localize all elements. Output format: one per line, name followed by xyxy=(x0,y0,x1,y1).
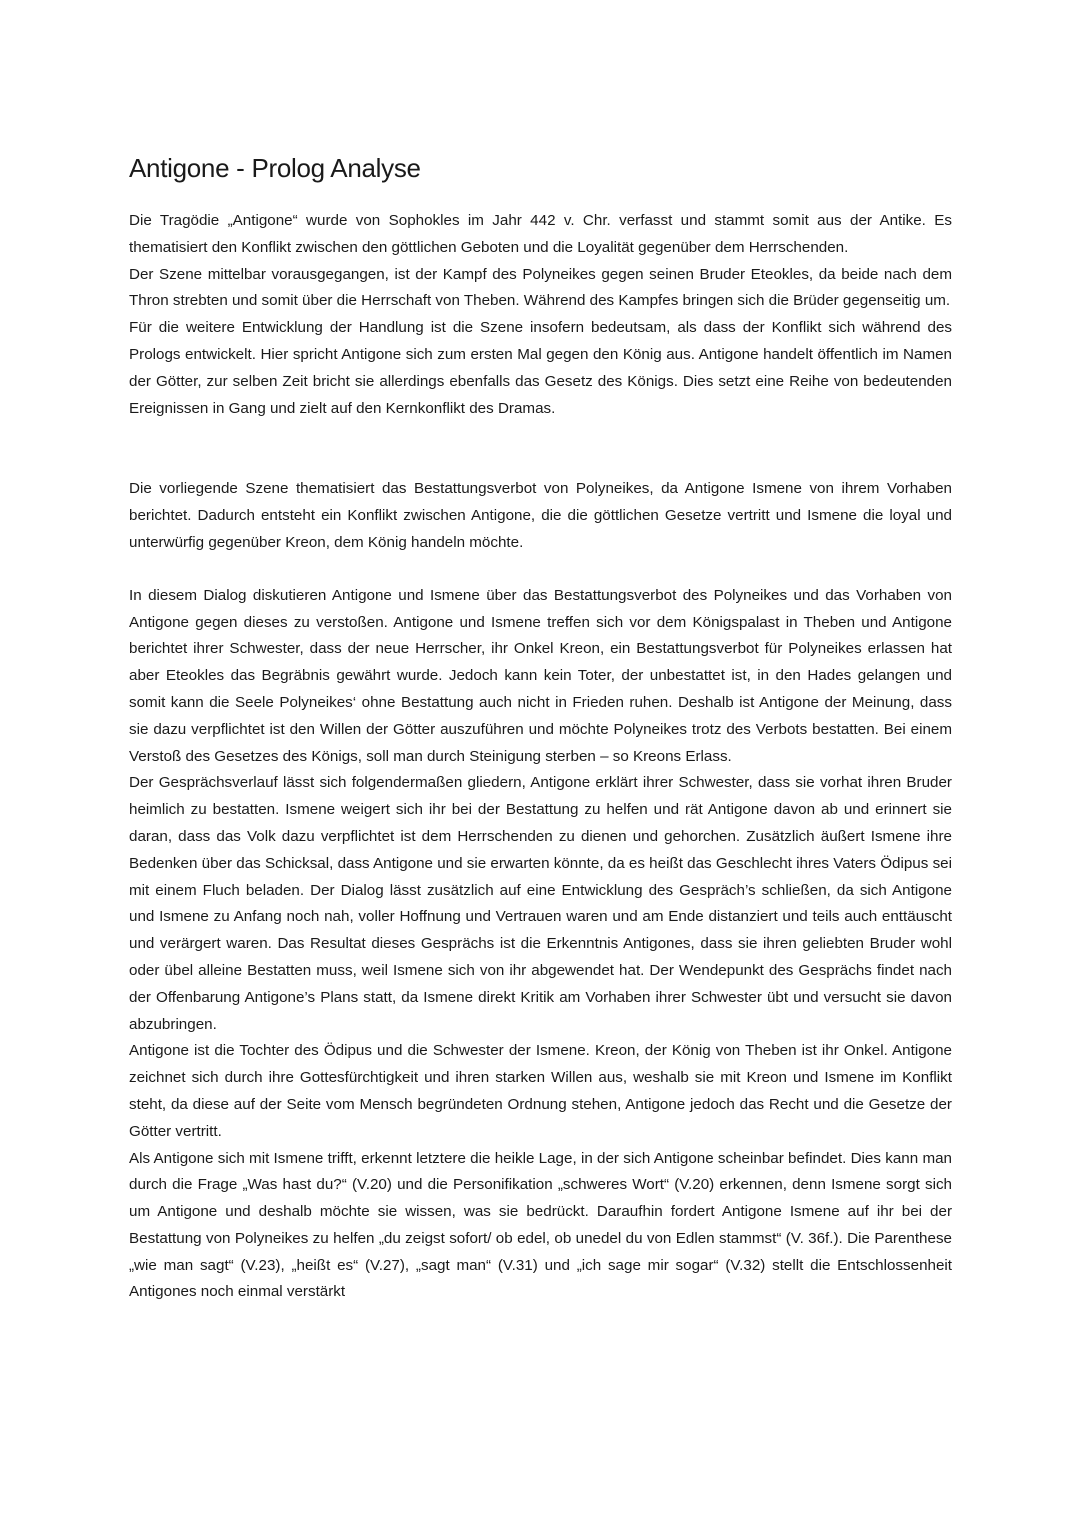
intro-paragraph-3: Für die weitere Entwicklung der Handlung ist die Szene insofern bedeutsam, als dass der Konflikt sich während des Prologs entwickelt. Hier spricht Antigone sich zum ersten Mal gegen den König aus. Antigone handelt öffentlich im Namen der Götter, zur selben Zeit bricht sie allerdings ebenfalls das Gesetz des Königs. Dies setzt eine Reihe von bedeutenden Ereignissen in Gang und zielt auf den Kernkonflikt des Dramas. xyxy=(129,319,952,417)
body-paragraph-2: Der Gesprächsverlauf lässt sich folgendermaßen gliedern, Antigone erklärt ihrer Schwester, dass sie vorhat ihren Bruder heimlich zu bestatten. Ismene weigert sich ihr bei der Bestattung zu helfen und rät Antigone davon ab und erinnert sie daran, dass das Volk dazu verpflichtet ist dem Herrschenden zu dienen und gehorchen. Zusätzlich äußert Ismene ihre Bedenken über das Schicksal, dass Antigone und sie erwarten könnte, da es heißt das Geschlecht ihres Vaters Ödipus sei mit einem Fluch beladen. Der Dialog lässt zusätzlich auf eine Entwicklung des Gespräch’s schließen, da sich Antigone und Ismene zu Anfang noch nah, voller Hoffnung und Vertrauen waren und am Ende distanziert und teils auch enttäuscht und verärgert waren. Das Resultat dieses Gesprächs ist die Erkenntnis Antigones, dass sie ihren geliebten Bruder wohl oder übel alleine Bestatten muss, weil Ismene sich von ihr abgewendet hat. Der Wendepunkt des Gesprächs findet nach der Offenbarung Antigone’s Plans statt, da Ismene direkt Kritik am Vorhaben ihrer Schwester übt und versucht sie davon abzubringen. xyxy=(129,774,952,1033)
section-spacer xyxy=(129,557,952,583)
body-paragraph-3: Antigone ist die Tochter des Ödipus und die Schwester der Ismene. Kreon, der König von Theben ist ihr Onkel. Antigone zeichnet sich durch ihre Gottesfürchtigkeit und ihren starken Willen aus, weshalb sie mit Kreon und Ismene im Konflikt steht, da diese auf der Seite vom Mensch begründeten Ordnung stehen, Antigone jedoch das Recht und die Gesetze der Götter vertritt. xyxy=(129,1042,952,1140)
body-paragraph-4: Als Antigone sich mit Ismene trifft, erkennt letztere die heikle Lage, in der sich Antigone scheinbar befindet. Dies kann man durch die Frage „Was hast du?“ (V.20) und die Personifikation „schweres Wort“ (V.20) erkennen, denn Ismene sorgt sich um Antigone und deshalb möchte sie wissen, was sie bedrückt. Daraufhin fordert Antigone Ismene auf ihr bei der Bestattung von Polyneikes zu helfen „du zeigst sofort/ ob edel, ob unedel du von Edlen stammst“ (V. 36f.). Die Parenthese „wie man sagt“ (V.23), „heißt es“ (V.27), „sagt man“ (V.31) und „ich sage mir sogar“ (V.32) stellt die Entschlossenheit Antigones noch einmal verstärkt xyxy=(129,1149,952,1301)
section-spacer xyxy=(129,422,952,476)
intro-paragraph-2: Der Szene mittelbar vorausgegangen, ist der Kampf des Polyneikes gegen seinen Bruder Eteokles, da beide nach dem Thron strebten und somit über die Herrschaft von Theben. Während des Kampfes bringen sich die Brüder gegenseitig um. xyxy=(129,265,952,310)
intro-paragraph-1: Die Tragödie „Antigone“ wurde von Sophokles im Jahr 442 v. Chr. verfasst und stammt somit aus der Antike. Es thematisiert den Konflikt zwischen den göttlichen Geboten und die Loyalität gegenüber dem Herrschenden. xyxy=(129,212,952,256)
thesis-paragraph: Die vorliegende Szene thematisiert das Bestattungsverbot von Polyneikes, da Antigone Ismene von ihrem Vorhaben berichtet. Dadurch entsteht ein Konflikt zwischen Antigone, die die göttlichen Gesetze vertritt und Ismene die loyal und unterwürfig gegenüber Kreon, dem König handeln möchte. xyxy=(129,480,952,551)
body-paragraph-1: In diesem Dialog diskutieren Antigone und Ismene über das Bestattungsverbot des Polyneikes und das Vorhaben von Antigone gegen dieses zu verstoßen. Antigone und Ismene treffen sich vor dem Königspalast in Theben und Antigone berichtet ihrer Schwester, dass der neue Herrscher, ihr Onkel Kreon, ein Bestattungsverbot für Polyneikes erlassen hat aber Eteokles das Begräbnis gewährt wurde. Jedoch kann kein Toter, der unbestattet ist, in den Hades gelangen und somit kann die Seele Polyneikes‘ ohne Bestattung auch nicht in Frieden ruhen. Deshalb ist Antigone der Meinung, dass sie dazu verpflichtet ist den Willen der Götter auszuführen und möchte Polyneikes trotz des Verbots bestatten. Bei einem Verstoß des Gesetzes des Königs, soll man durch Steinigung sterben – so Kreons Erlass. xyxy=(129,586,952,765)
document-page xyxy=(129,150,952,1306)
document-title: Antigone - Prolog Analyse xyxy=(129,153,421,183)
